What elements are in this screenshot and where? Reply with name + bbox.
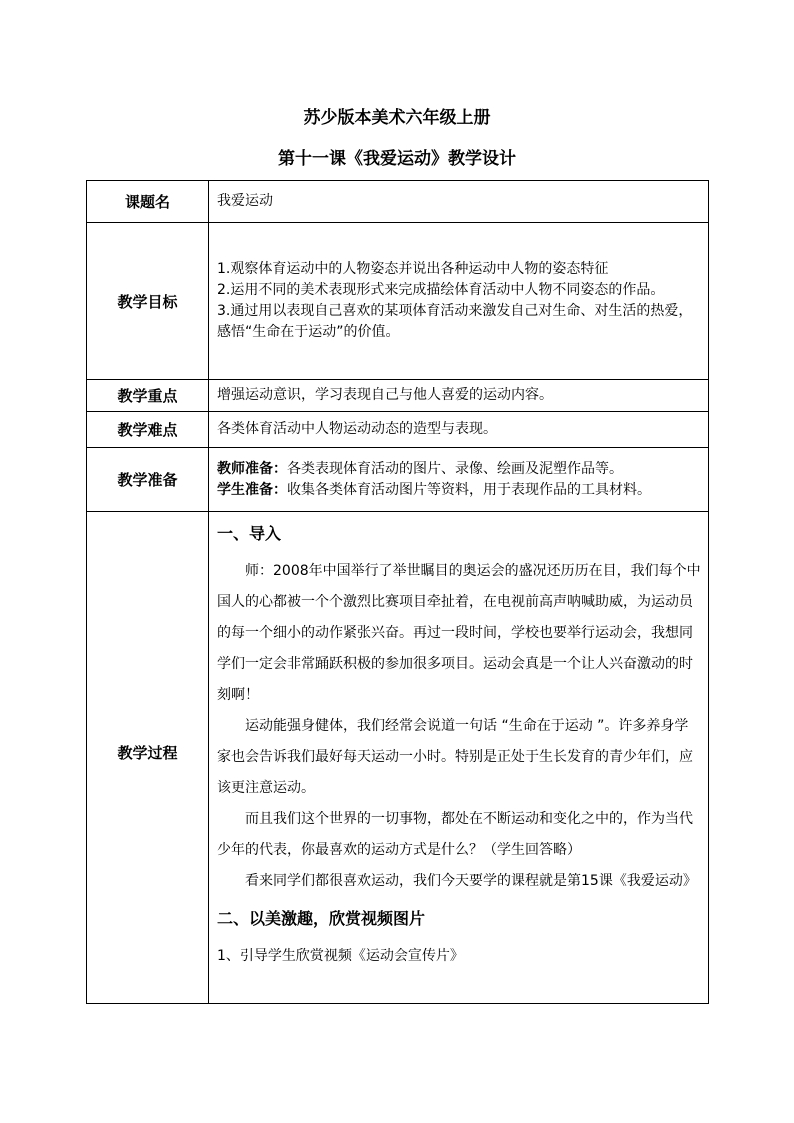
- section-intro-title: 一、导入: [217, 524, 282, 543]
- table-row-preparation: [87, 448, 709, 512]
- goal-item-3: 3.通过用以表现自己喜欢的某项体育活动来激发自己对生命、对生活的热爱，感悟“生命在于运动”的价值。: [217, 303, 693, 340]
- teacher-prep: [217, 459, 702, 480]
- value-preparation: [209, 448, 709, 512]
- table-row-process: [87, 512, 709, 1004]
- lesson-title: 第十一课《我爱运动》教学设计: [278, 149, 516, 169]
- section-appreciation-title: 二、以美激趣，欣赏视频图片: [217, 909, 426, 928]
- goal-item-2: 2.运用不同的美术表现形式来完成描绘体育活动中人物不同姿态的作品。: [217, 282, 665, 298]
- goal-item-1: 1.观察体育运动中的人物姿态并说出各种运动中人物的姿态特征: [217, 261, 609, 277]
- label-topic: 课题名: [87, 181, 209, 223]
- process-paragraph-1: 师：2008年中国举行了举世瞩目的奥运会的盛况还历历在目，我们每个中国人的心都被一个个激烈比赛项目牵扯着，在电视前高声呐喊助威，为运动员的每一个细小的动作紧张兴奋。再过一段时间，学校也要举行运动会，我想同学们一定会非常踊跃积极的参加很多项目。运动会真是一个让人兴奋激动的时刻啊！: [217, 563, 701, 703]
- label-key-points: 教学重点: [87, 380, 209, 412]
- value-topic: 我爱运动: [209, 181, 709, 223]
- table-row-key-points: [87, 380, 709, 412]
- student-prep-label: 学生准备：: [217, 481, 287, 498]
- value-difficulties: 各类体育活动中人物运动动态的造型与表现。: [209, 412, 709, 448]
- teacher-prep-text: 各类表现体育活动的图片、录像、绘画及泥塑作品等。: [287, 460, 623, 477]
- label-goals: 教学目标: [87, 223, 209, 380]
- process-paragraph-3: 而且我们这个世界的一切事物，都处在不断运动和变化之中的，作为当代少年的代表，你最喜欢的运动方式是什么？（学生回答略）: [217, 811, 693, 858]
- lesson-plan-table: [86, 180, 709, 1004]
- student-prep: [217, 480, 702, 501]
- label-difficulties: 教学难点: [87, 412, 209, 448]
- value-goals: [209, 223, 709, 380]
- value-key-points: 增强运动意识，学习表现自己与他人喜爱的运动内容。: [209, 380, 709, 412]
- table-row-topic: [87, 181, 709, 223]
- document-title: 苏少版本美术六年级上册: [303, 108, 491, 128]
- process-item-1: 1、引导学生欣赏视频《运动会宣传片》: [217, 948, 464, 964]
- student-prep-text: 收集各类体育活动图片等资料，用于表现作品的工具材料。: [287, 481, 651, 498]
- teacher-prep-label: 教师准备：: [217, 460, 287, 477]
- process-paragraph-2: 运动能强身健体，我们经常会说道一句话 “生命在于运动 ”。许多养身学家也会告诉我们最好每天运动一小时。特别是正处于生长发育的青少年们，应该更注意运动。: [217, 718, 693, 796]
- value-process: [209, 512, 709, 1004]
- process-paragraph-4: 看来同学们都很喜欢运动，我们今天要学的课程就是第15课《我爱运动》: [245, 873, 697, 889]
- table-row-difficulties: [87, 412, 709, 448]
- label-process: 教学过程: [87, 512, 209, 1004]
- table-row-goals: [87, 223, 709, 380]
- label-preparation: 教学准备: [87, 448, 209, 512]
